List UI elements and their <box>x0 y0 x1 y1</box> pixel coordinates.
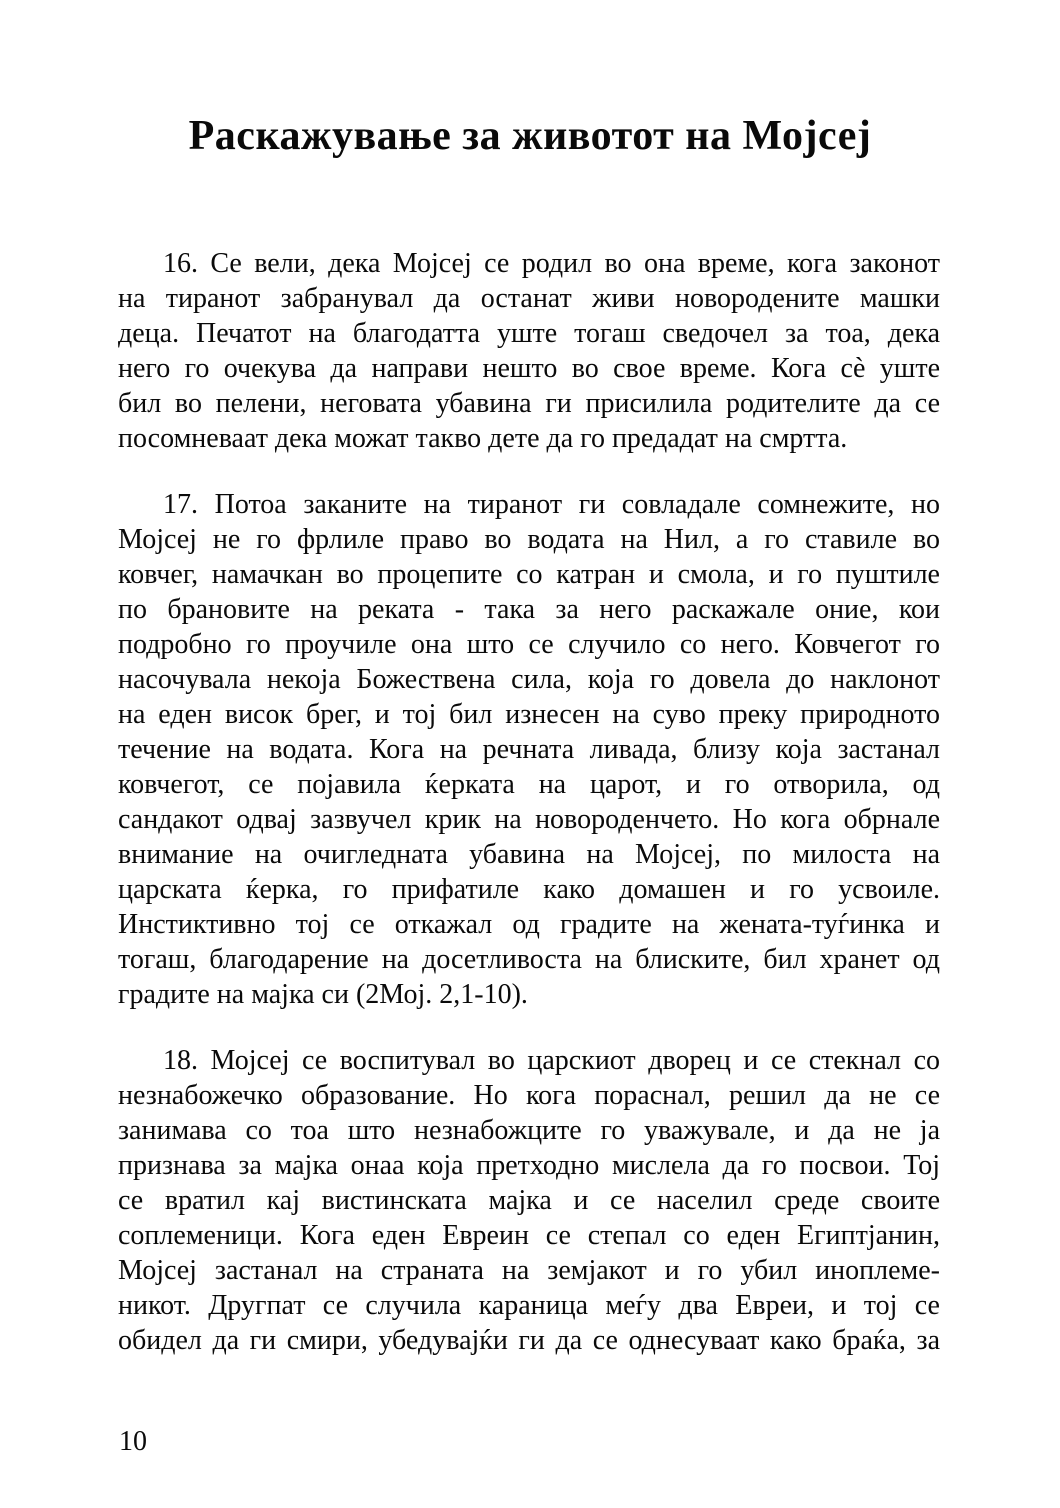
text-line: Мојсеј застанал на страната на земјакот и го убил иноплеме- <box>118 1255 940 1286</box>
page-number: 10 <box>119 1426 147 1457</box>
page-title: Раскажување за животот на Мојсеј <box>188 113 872 159</box>
text-line: деца. Печатот на благодатта уште тогаш сведочел за тоа, дека <box>118 318 940 349</box>
text-line: соплеменици. Кога еден Евреин се степал со еден Египтјанин, <box>118 1220 940 1251</box>
text-line: Инстиктивно тој се откажал од градите на жената-туѓинка и <box>118 909 940 940</box>
text-line: 18. Мојсеј се воспитувал во царскиот дворец и се стекнал со <box>163 1045 940 1076</box>
text-line: сандакот одвај зазвучел крик на новороденчето. Но кога обрнале <box>118 804 940 835</box>
text-line: 17. Потоа заканите на тиранот ги совладале сомнежите, но <box>163 489 940 520</box>
text-line: 16. Се вели, дека Мојсеј се родил во она време, кога законот <box>163 248 940 279</box>
text-line: царската ќерка, го прифатиле како домашен и го усвоиле. <box>118 874 940 905</box>
text-line: ковчег, намачкан во процепите со катран и смола, и го пуштиле <box>118 559 940 590</box>
text-line: бил во пелени, неговата убавина ги присилила родителите да се <box>118 388 940 419</box>
text-line: Мојсеј не го фрлиле право во водата на Нил, а го ставиле во <box>118 524 940 555</box>
text-line: течение на водата. Кога на речната ливада, близу која застанал <box>118 734 940 765</box>
paragraph-16 <box>118 246 940 456</box>
text-line: обидел да ги смири, убедувајќи ги да се однесуваат како браќа, за <box>118 1325 940 1356</box>
text-line: признава за мајка онаа која претходно мислела да го посвои. Тој <box>118 1150 940 1181</box>
text-line: незнабожечко образование. Но кога пораснал, решил да не се <box>118 1080 940 1111</box>
text-line: насочувала некоја Божествена сила, која го довела до наклонот <box>118 664 940 695</box>
paragraph-18 <box>118 1043 940 1358</box>
text-line: посомневаат дека можат такво дете да го предадат на смртта. <box>118 423 848 454</box>
paragraph-17 <box>118 487 940 1012</box>
text-line: тогаш, благодарение на досетливоста на блиските, бил хранет од <box>118 944 940 975</box>
text-line: него го очекува да направи нешто во свое време. Кога сѐ уште <box>118 353 940 384</box>
text-line: по брановите на реката - така за него раскажале оние, кои <box>118 594 940 625</box>
text-line: на тиранот забранувал да останат живи новородените машки <box>118 283 940 314</box>
text-line: градите на мајка си (2Мој. 2,1-10). <box>118 979 528 1010</box>
text-line: на еден висок брег, и тој бил изнесен на суво преку природното <box>118 699 940 730</box>
text-line: се вратил кај вистинската мајка и се населил среде своите <box>118 1185 940 1216</box>
text-line: внимание на очигледната убавина на Мојсеј, по милоста на <box>118 839 940 870</box>
body-text <box>118 246 940 1389</box>
text-line: ковчегот, се појавила ќерката на царот, и го отворила, од <box>118 769 940 800</box>
text-line: занимава со тоа што незнабожците го уважувале, и да не ја <box>118 1115 940 1146</box>
text-line: подробно го проучиле она што се случило со него. Ковчегот го <box>118 629 940 660</box>
text-line: никот. Другпат се случила караница меѓу два Евреи, и тој се <box>118 1290 940 1321</box>
